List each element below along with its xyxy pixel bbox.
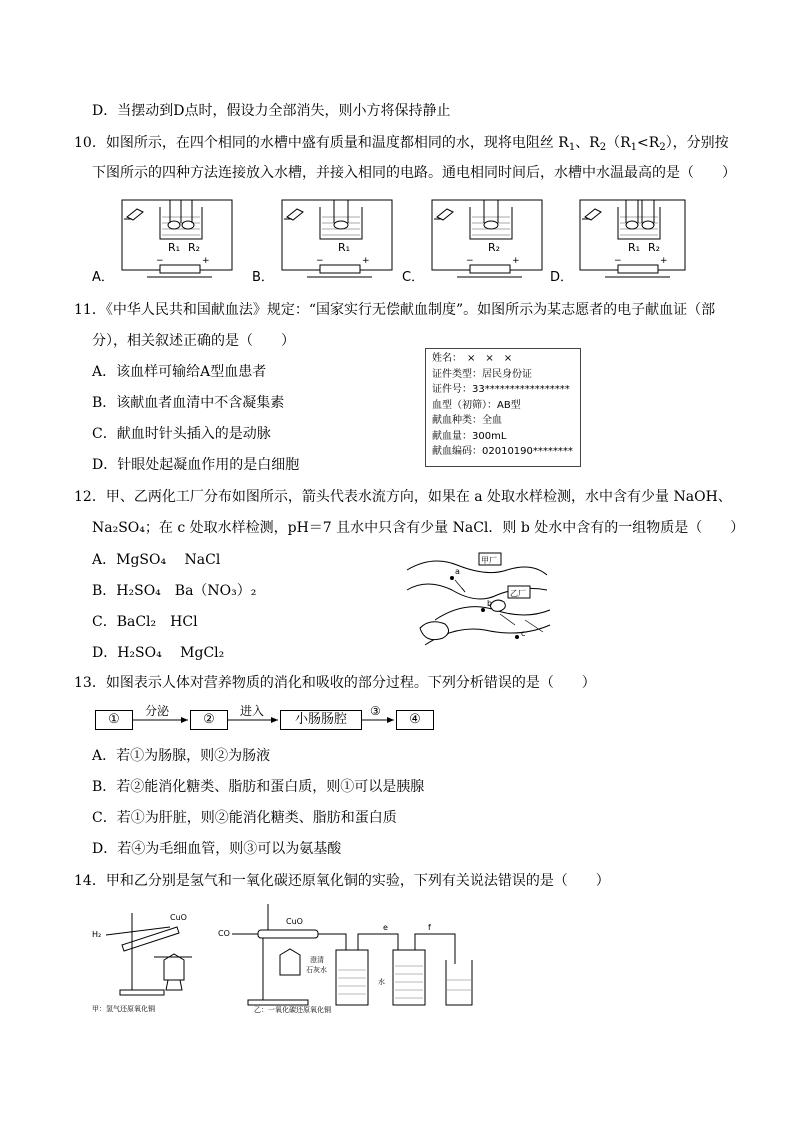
fig-yi-water: 水: [378, 978, 385, 986]
q11-option-d: D．针眼处起凝血作用的是白细胞: [92, 457, 300, 473]
q13-option-b: B．若②能消化糖类、脂肪和蛋白质，则①可以是胰腺: [92, 779, 425, 795]
q10-circuit-d: [550, 195, 700, 285]
fig-yi-caption: 乙：一氧化碳还原氧化铜: [254, 1006, 331, 1014]
svg-text:−: −: [316, 256, 324, 266]
q13-option-c: C．若①为肝脏，则②能消化糖类、脂肪和蛋白质: [92, 810, 397, 826]
fig-yi-cuo: CuO: [286, 917, 303, 926]
q11-option-a: A．该血样可输给A型血患者: [92, 364, 267, 380]
svg-text:R₁: R₁: [168, 241, 181, 254]
card-line: 献血种类：全血: [432, 415, 502, 426]
flow-arrow-label-3: ③: [370, 704, 381, 718]
q11-stem-line1: 11．《中华人民共和国献血法》规定：“国家实行无偿献血制度”。如图所示为某志愿者的电子献血证（部: [74, 302, 716, 318]
q13-option-d: D．若④为毛细血管，则③可以为氨基酸: [92, 841, 342, 857]
q12-stem-line2: Na₂SO₄；在 c 处取水样检测，pH＝7 且水中只含有少量 NaCl．则 b 处水中含有的一组物质是（ ）: [92, 520, 745, 536]
q14-figure-yi: [218, 900, 503, 1015]
svg-text:+: +: [660, 256, 668, 266]
svg-text:−: −: [614, 256, 622, 266]
fig-yi-limewater-2: 石灰水: [306, 966, 327, 974]
fig-yi-f: f: [428, 923, 431, 932]
q9-option-d: D．当摆动到D点时，假设力全部消失，则小方将保持静止: [92, 103, 451, 119]
q13-option-a: A．若①为肠腺，则②为肠液: [92, 748, 271, 764]
card-line: 姓名： × × ×: [432, 353, 513, 364]
svg-text:+: +: [512, 256, 520, 266]
svg-text:−: −: [156, 256, 164, 266]
blood-donation-card: [425, 348, 581, 467]
svg-text:R₂: R₂: [648, 241, 661, 254]
q12-stem-line1: 12．甲、乙两化工厂分布如图所示，箭头代表水流方向，如果在 a 处取水样检测，水中含有少量 NaOH、: [74, 489, 732, 505]
flow-box-2: ②: [190, 710, 228, 730]
q10-stem-line1: 10．如图所示，在四个相同的水槽中盛有质量和温度都相同的水，现将电阻丝 $R_1$、$R_2(R_1<R_2)$，分别按: [74, 135, 729, 153]
svg-text:R₁: R₁: [628, 241, 641, 254]
card-line: 证件类型：居民身份证: [432, 368, 532, 380]
card-line: 证件号：33*****************: [432, 384, 570, 395]
q13-stem: 13．如图表示人体对营养物质的消化和吸收的部分过程。下列分析错误的是（ ）: [74, 675, 596, 691]
flow-arrow-label-1: 分泌: [145, 704, 170, 718]
flow-box-1: ①: [95, 710, 133, 730]
q11-stem-line2: 分），相关叙述正确的是（ ）: [92, 333, 295, 349]
q11-option-b: B．该献血者血清中不含凝集素: [92, 395, 285, 411]
q14-stem: 14．甲和乙分别是氢气和一氧化碳还原氧化铜的实验，下列有关说法错误的是（ ）: [74, 873, 610, 889]
q10-label-a: A．: [92, 270, 114, 285]
q10-stem-line2: 下图所示的四种方法连接放入水槽，并接入相同的电路。通电相同时间后，水槽中水温最高的是（ ）: [92, 165, 736, 181]
svg-text:−: −: [466, 256, 474, 266]
map-label-b: b: [487, 599, 493, 608]
flow-box-3: 小肠肠腔: [280, 710, 362, 730]
q12-option-c: C．BaCl₂ HCl: [92, 614, 198, 630]
svg-text:+: +: [202, 256, 210, 266]
card-line: 血型（初筛）：AB型: [432, 399, 521, 411]
card-line: 献血编码：02010190********: [432, 446, 573, 457]
card-line: 献血量：300mL: [432, 430, 507, 442]
q10-label-c: C．: [402, 270, 425, 285]
fig-yi-limewater-1: 澄清: [310, 956, 324, 964]
fig-yi-co: CO: [218, 929, 230, 938]
q10-circuit-c: [402, 195, 552, 285]
map-label-yi: 乙厂: [510, 589, 526, 598]
q11-option-c: C．献血时针头插入的是动脉: [92, 426, 271, 442]
map-label-c: c: [521, 629, 526, 638]
q12-river-map: [405, 550, 553, 650]
q12-option-d: D．H₂SO₄ MgCl₂: [92, 645, 225, 661]
fig-jia-h2: H₂: [92, 930, 102, 939]
q14-figure-jia: [92, 905, 212, 1015]
flow-box-4: ④: [396, 710, 434, 730]
q10-circuit-a: [92, 195, 242, 285]
map-label-a: a: [455, 567, 460, 576]
flow-arrow-label-2: 进入: [240, 704, 265, 718]
q12-option-a: A．MgSO₄ NaCl: [92, 552, 221, 568]
svg-text:R₂: R₂: [188, 241, 201, 254]
q10-label-b: B．: [252, 270, 274, 285]
map-label-jia: 甲厂: [481, 556, 497, 565]
q10-circuit-b: [252, 195, 402, 285]
svg-text:R₂: R₂: [488, 241, 501, 254]
svg-text:R₁: R₁: [338, 241, 351, 254]
fig-jia-caption: 甲：氢气还原氧化铜: [92, 1005, 155, 1013]
fig-jia-cuo: CuO: [170, 913, 187, 922]
q10-label-d: D．: [550, 270, 574, 285]
svg-text:+: +: [362, 256, 370, 266]
fig-yi-e: e: [383, 923, 388, 932]
q12-option-b: B．H₂SO₄ Ba（NO₃）₂: [92, 583, 257, 599]
